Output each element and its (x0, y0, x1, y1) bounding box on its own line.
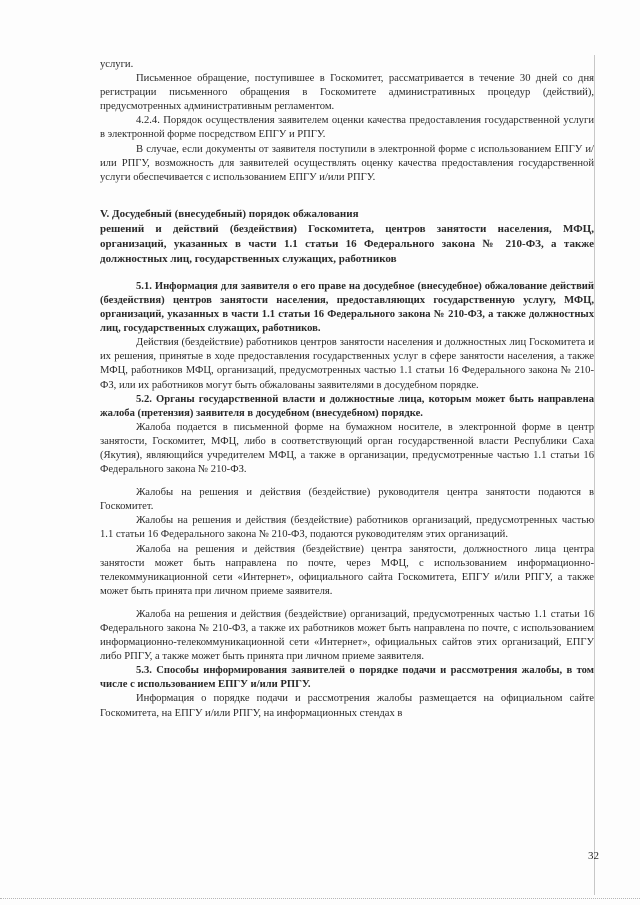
paragraph: Жалобы на решения и действия (бездействие) работников организаций, предусмотренных частью 1.1 статьи 16 Федерального закона № 210-ФЗ, подаются руководителям этих организаций. (100, 515, 594, 541)
paragraph: Жалоба подается в письменной форме на бумажном носителе, в электронной форме в центр занятости, Госкомитет, МФЦ, либо в соответствующий орган государственной власти Республики Саха (Якутия), являющийся учредителем МФЦ, а также в организации, предусмотренные частью 1.1 статьи 16 Федерального закона № 210-ФЗ. (100, 421, 594, 476)
scan-bottom-edge (0, 898, 640, 900)
paragraph: 4.2.4. Порядок осуществления заявителем оценки качества предоставления государственной услуги в электронной форме посредством ЕПГУ и РПГУ. (100, 115, 594, 141)
page-number: 32 (588, 850, 599, 862)
section-heading: решений и действий (бездействия) Госкомитета, центров занятости населения, МФЦ, организаций, указанных в части 1.1 статьи 16 Федерального закона № 210-ФЗ, а также должностных лиц, государственных служащих, работников (100, 222, 594, 265)
paragraph: Жалобы на решения и действия (бездействие) руководителя центра занятости подаются в Госкомитет. (100, 487, 594, 513)
paragraph: Информация о порядке подачи и рассмотрения жалобы размещается на официальном сайте Госкомитета, на ЕПГУ и/или РПГУ, на информационных стендах в (100, 693, 594, 719)
paragraph: Действия (бездействие) работников центров занятости населения и должностных лиц Госкомитета и их решения, принятые в ходе предоставления государственных услуг в сфере занятости населения, а также МФЦ, работников МФЦ, организаций, предусмотренных частью 1.1 статьи 16 Федерального закона № 210-ФЗ, или их работников могут быть обжалованы заявителями в досудебном порядке. (100, 337, 594, 391)
paragraph: услуги. (100, 59, 134, 70)
subsection-heading: 5.2. Органы государственной власти и должностные лица, которым может быть направлена жалоба (претензия) заявителя в досудебном (внесудебном) порядке. (100, 393, 594, 419)
paragraph: Письменное обращение, поступившее в Госкомитет, рассматривается в течение 30 дней со дня регистрации письменного обращения в Госкомитете административных процедур (действий), предусмотренных административным регламентом. (100, 73, 594, 113)
subsection-heading: 5.3. Способы информирования заявителей о порядке подачи и рассмотрения жалобы, в том числе с использованием ЕПГУ и/или РПГУ. (100, 665, 594, 691)
paragraph: Жалоба на решения и действия (бездействие) центра занятости, должностного лица центра занятости может быть направлена по почте, через МФЦ, с использованием информационно-телекоммуникационной сети «Интернет», официального сайта Госкомитета, ЕПГУ и/или РПГУ, а также может быть принята при личном приеме заявителя. (100, 543, 594, 597)
paragraph: В случае, если документы от заявителя поступили в электронной форме с использованием ЕПГУ и/или РПГУ, возможность для заявителей осуществлять оценку качества предоставления государственной услуги обеспечивается с использованием ЕПГУ и/или РПГУ. (100, 143, 594, 183)
section-heading: V. Досудебный (внесудебный) порядок обжалования (100, 207, 359, 220)
paragraph: Жалоба на решения и действия (бездействие) организаций, предусмотренных частью 1.1 статьи 16 Федерального закона № 210-ФЗ, а также их работников может быть направлена по почте, с использованием информационно-телекоммуникационной сети «Интернет», официальных сайтов этих организаций, ЕПГУ либо РПГУ, а также может быть принята при личном приеме заявителя. (100, 608, 594, 663)
scan-edge-line (594, 55, 595, 895)
subsection-heading: 5.1. Информация для заявителя о его праве на досудебное (внесудебное) обжалование действий (бездействия) центров занятости населения, предоставляющих государственную услугу, МФЦ, организаций, указанных в части 1.1 статьи 16 Федерального закона № 210-ФЗ, а также должностных лиц, государственных служащих, работников. (100, 280, 594, 335)
document-body (100, 58, 594, 721)
